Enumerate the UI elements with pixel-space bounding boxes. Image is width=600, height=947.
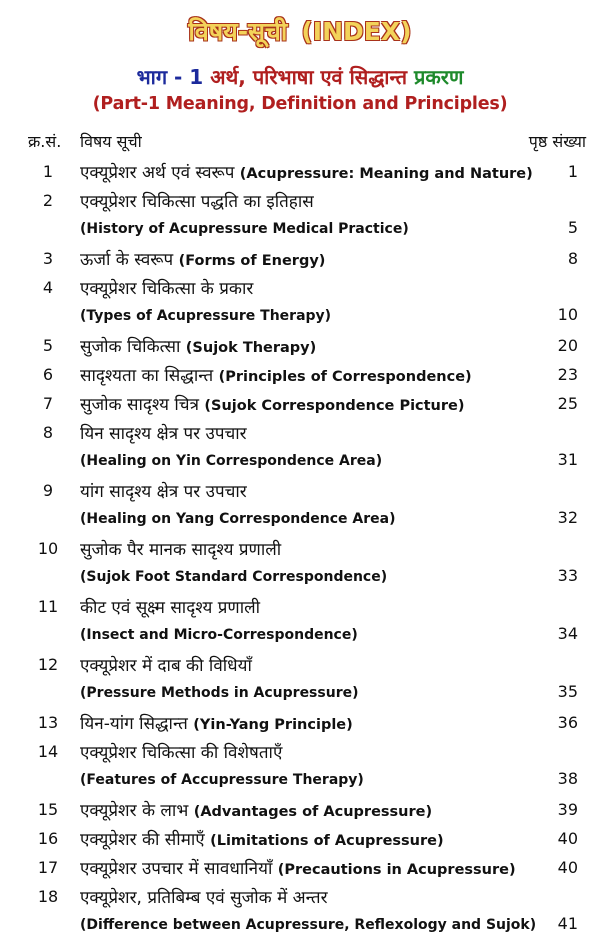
toc-entry <box>0 710 600 739</box>
column-header-page: पृष्ठ संख्या <box>528 132 586 151</box>
entry-title-hindi: यिन सादृश्य क्षेत्र पर उपचार <box>80 424 247 444</box>
entry-title <box>80 334 316 357</box>
entry-number: 18 <box>37 887 59 906</box>
part-heading-english: (Part-1 Meaning, Definition and Principles) <box>92 94 508 114</box>
entry-title <box>80 392 465 415</box>
toc-entry <box>0 420 600 478</box>
entry-title-hindi: एक्यूप्रेशर की सीमाएँ <box>80 830 205 850</box>
entry-title-english: (Precautions in Acupressure) <box>277 862 516 878</box>
entry-title-english: (Insect and Micro-Correspondence) <box>80 627 358 643</box>
entry-page-number: 33 <box>557 566 578 585</box>
entry-page-number: 5 <box>567 218 578 237</box>
part-label: भाग - 1 <box>136 65 204 89</box>
entry-number: 1 <box>42 162 54 181</box>
entry-title-english: (Sujok Foot Standard Correspondence) <box>80 569 388 585</box>
entry-number: 4 <box>42 278 54 297</box>
entry-title <box>80 856 516 879</box>
entry-title <box>80 189 314 212</box>
entry-title-english: (Limitations of Acupressure) <box>210 833 444 849</box>
entry-page-number: 1 <box>567 162 578 181</box>
toc-entry <box>0 652 600 710</box>
entry-title <box>80 885 328 908</box>
entry-page-number: 32 <box>557 508 578 527</box>
entry-title-english: (Sujok Correspondence Picture) <box>204 398 465 414</box>
index-title <box>0 14 600 48</box>
entry-title <box>80 827 444 850</box>
part-title: अर्थ, परिभाषा एवं सिद्धान्त <box>210 65 408 89</box>
entry-page-number: 10 <box>557 305 578 324</box>
entry-title-english: (Features of Accupressure Therapy) <box>80 772 364 788</box>
toc-entry <box>0 797 600 826</box>
entry-number: 6 <box>42 365 54 384</box>
entry-title-hindi: एक्यूप्रेशर चिकित्सा के प्रकार <box>80 279 254 299</box>
entry-title <box>80 653 252 676</box>
toc-entry <box>0 333 600 362</box>
entry-title-hindi: एक्यूप्रेशर अर्थ एवं स्वरूप <box>80 163 235 183</box>
entry-title-hindi: एक्यूप्रेशर चिकित्सा की विशेषताएँ <box>80 743 283 763</box>
entry-page-number: 34 <box>557 624 578 643</box>
entry-page-number: 31 <box>557 450 578 469</box>
entry-title <box>80 479 247 502</box>
entry-title-english: (Healing on Yin Correspondence Area) <box>80 453 383 469</box>
entry-title-hindi: सुजोक पैर मानक सादृश्य प्रणाली <box>80 540 282 560</box>
entry-title-english: (History of Acupressure Medical Practice) <box>80 221 409 237</box>
toc-entry <box>0 159 600 188</box>
entry-title <box>80 247 325 270</box>
column-header-serial: क्र.सं. <box>28 132 62 151</box>
entry-title-english: (Types of Acupressure Therapy) <box>80 308 332 324</box>
entry-number: 10 <box>37 539 59 558</box>
entry-title <box>80 421 247 444</box>
entry-title-hindi: कीट एवं सूक्ष्म सादृश्य प्रणाली <box>80 598 261 618</box>
entry-title-hindi: एक्यूप्रेशर उपचार में सावधानियाँ <box>80 859 273 879</box>
entry-title-hindi: एक्यूप्रेशर, प्रतिबिम्ब एवं सुजोक में अन्तर <box>80 888 328 908</box>
entry-title <box>80 740 282 763</box>
entry-number: 12 <box>37 655 59 674</box>
entry-page-number: 20 <box>557 336 578 355</box>
entry-number: 13 <box>37 713 59 732</box>
toc-entry <box>0 536 600 594</box>
entry-number: 3 <box>42 249 54 268</box>
entry-number: 11 <box>37 597 59 616</box>
entry-number: 9 <box>42 481 54 500</box>
toc-entry <box>0 391 600 420</box>
toc-entry <box>0 739 600 797</box>
toc-entry <box>0 188 600 246</box>
entry-title-hindi: सादृश्यता का सिद्धान्त <box>80 366 214 386</box>
entry-title <box>80 160 533 183</box>
toc-entry <box>0 246 600 275</box>
entry-title-english: (Principles of Correspondence) <box>218 369 472 385</box>
entry-number: 17 <box>37 858 59 877</box>
entry-number: 8 <box>42 423 54 442</box>
entry-title-hindi: यिन-यांग सिद्धान्त <box>80 714 188 734</box>
toc-entry <box>0 478 600 536</box>
entry-page-number: 39 <box>557 800 578 819</box>
entry-title <box>80 276 253 299</box>
entry-title <box>80 798 432 821</box>
column-header-subject: विषय सूची <box>80 132 142 151</box>
entry-page-number: 40 <box>557 829 578 848</box>
entry-title-english: (Difference between Acupressure, Reflexology and Sujok) <box>80 917 537 933</box>
entry-title-hindi: यांग सादृश्य क्षेत्र पर उपचार <box>80 482 247 502</box>
part-heading-hindi <box>0 63 600 90</box>
entry-number: 15 <box>37 800 59 819</box>
entry-title-english: (Acupressure: Meaning and Nature) <box>239 166 533 182</box>
entry-number: 14 <box>37 742 59 761</box>
entry-title <box>80 363 472 386</box>
toc-entry <box>0 855 600 884</box>
entry-page-number: 8 <box>567 249 578 268</box>
entry-page-number: 23 <box>557 365 578 384</box>
toc-entry <box>0 362 600 391</box>
entry-title-hindi: ऊर्जा के स्वरूप <box>80 250 174 270</box>
entry-number: 16 <box>37 829 59 848</box>
entry-page-number: 25 <box>557 394 578 413</box>
entry-title-english: (Sujok Therapy) <box>185 340 317 356</box>
toc-entry <box>0 594 600 652</box>
entry-page-number: 40 <box>557 858 578 877</box>
entry-title-english: (Yin-Yang Principle) <box>193 717 353 733</box>
entry-page-number: 35 <box>557 682 578 701</box>
toc-entry <box>0 275 600 333</box>
entry-title <box>80 711 353 734</box>
entry-number: 2 <box>42 191 54 210</box>
entry-page-number: 38 <box>557 769 578 788</box>
index-title-english: (INDEX) <box>301 17 412 46</box>
entry-number: 5 <box>42 336 54 355</box>
entry-title-english: (Advantages of Acupressure) <box>193 804 433 820</box>
toc-entry <box>0 884 600 942</box>
entry-title-english: (Healing on Yang Correspondence Area) <box>80 511 396 527</box>
entry-title-english: (Pressure Methods in Acupressure) <box>80 685 359 701</box>
entry-title <box>80 595 260 618</box>
part-suffix: प्रकरण <box>414 65 464 89</box>
entry-title-hindi: सुजोक सादृश्य चित्र <box>80 395 199 415</box>
entry-title-english: (Forms of Energy) <box>178 253 326 269</box>
entry-number: 7 <box>42 394 54 413</box>
entry-title-hindi: एक्यूप्रेशर चिकित्सा पद्धति का इतिहास <box>80 192 314 212</box>
entry-title-hindi: एक्यूप्रेशर के लाभ <box>80 801 189 821</box>
index-title-hindi: विषय-सूची <box>188 17 288 46</box>
entry-title-hindi: सुजोक चिकित्सा <box>80 337 186 357</box>
entry-page-number: 41 <box>557 914 578 933</box>
toc-entry <box>0 826 600 855</box>
entry-page-number: 36 <box>557 713 578 732</box>
entry-title <box>80 537 281 560</box>
entry-title-hindi: एक्यूप्रेशर में दाब की विधियाँ <box>80 656 252 676</box>
